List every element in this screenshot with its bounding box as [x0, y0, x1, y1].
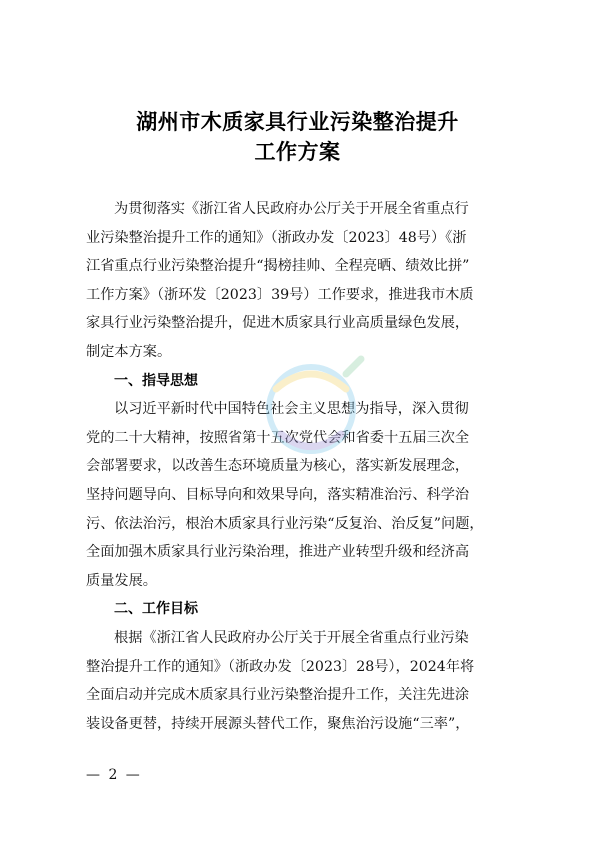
intro-line: 工作方案》（浙环发〔2023〕39号）工作要求，推进我市木质	[86, 286, 474, 303]
section2-line: 装设备更替，持续开展源头替代工作，聚焦治污设施“三率”，	[86, 715, 470, 732]
section-heading-work-goals: 二、工作目标	[114, 601, 198, 618]
section1-line: 污、依法治污，根治木质家具行业污染“反复治、治反复”问题，	[86, 515, 484, 532]
section1-line: 以习近平新时代中国特色社会主义思想为指导，深入贯彻	[114, 401, 469, 418]
watermark-logo-icon	[236, 334, 386, 484]
intro-line: 为贯彻落实《浙江省人民政府办公厅关于开展全省重点行	[114, 201, 469, 217]
document-title-line2: 工作方案	[254, 139, 341, 164]
section1-line: 党的二十大精神，按照省第十五次党代会和省委十五届三次全	[86, 429, 470, 446]
section1-line: 会部署要求，以改善生态环境质量为核心，落实新发展理念，	[86, 458, 470, 475]
section1-line: 全面加强木质家具行业污染治理，推进产业转型升级和经济高	[86, 544, 470, 561]
intro-line: 家具行业污染整治提升，促进木质家具行业高质量绿色发展，	[86, 315, 470, 332]
intro-line: 业污染整治提升工作的通知》（浙政办发〔2023〕48号）《浙	[86, 229, 467, 246]
document-title-line1: 湖州市木质家具行业污染整治提升	[136, 109, 459, 134]
section1-line: 质量发展。	[86, 572, 157, 589]
intro-line: 制定本方案。	[86, 343, 172, 360]
section2-line: 根据《浙江省人民政府办公厅关于开展全省重点行业污染	[114, 629, 469, 646]
intro-line: 江省重点行业污染整治提升“揭榜挂帅、全程亮晒、绩效比拼”	[86, 258, 470, 275]
section2-line: 全面启动并完成木质家具行业污染整治提升工作，关注先进涂	[86, 687, 470, 704]
section1-line: 坚持问题导向、目标导向和效果导向，落实精准治污、科学治	[86, 486, 470, 503]
page-number: — 2 —	[86, 767, 142, 783]
section-heading-guiding-ideology: 一、指导思想	[114, 372, 198, 389]
section2-line: 整治提升工作的通知》（浙政办发〔2023〕28号），2024年将	[86, 658, 475, 675]
